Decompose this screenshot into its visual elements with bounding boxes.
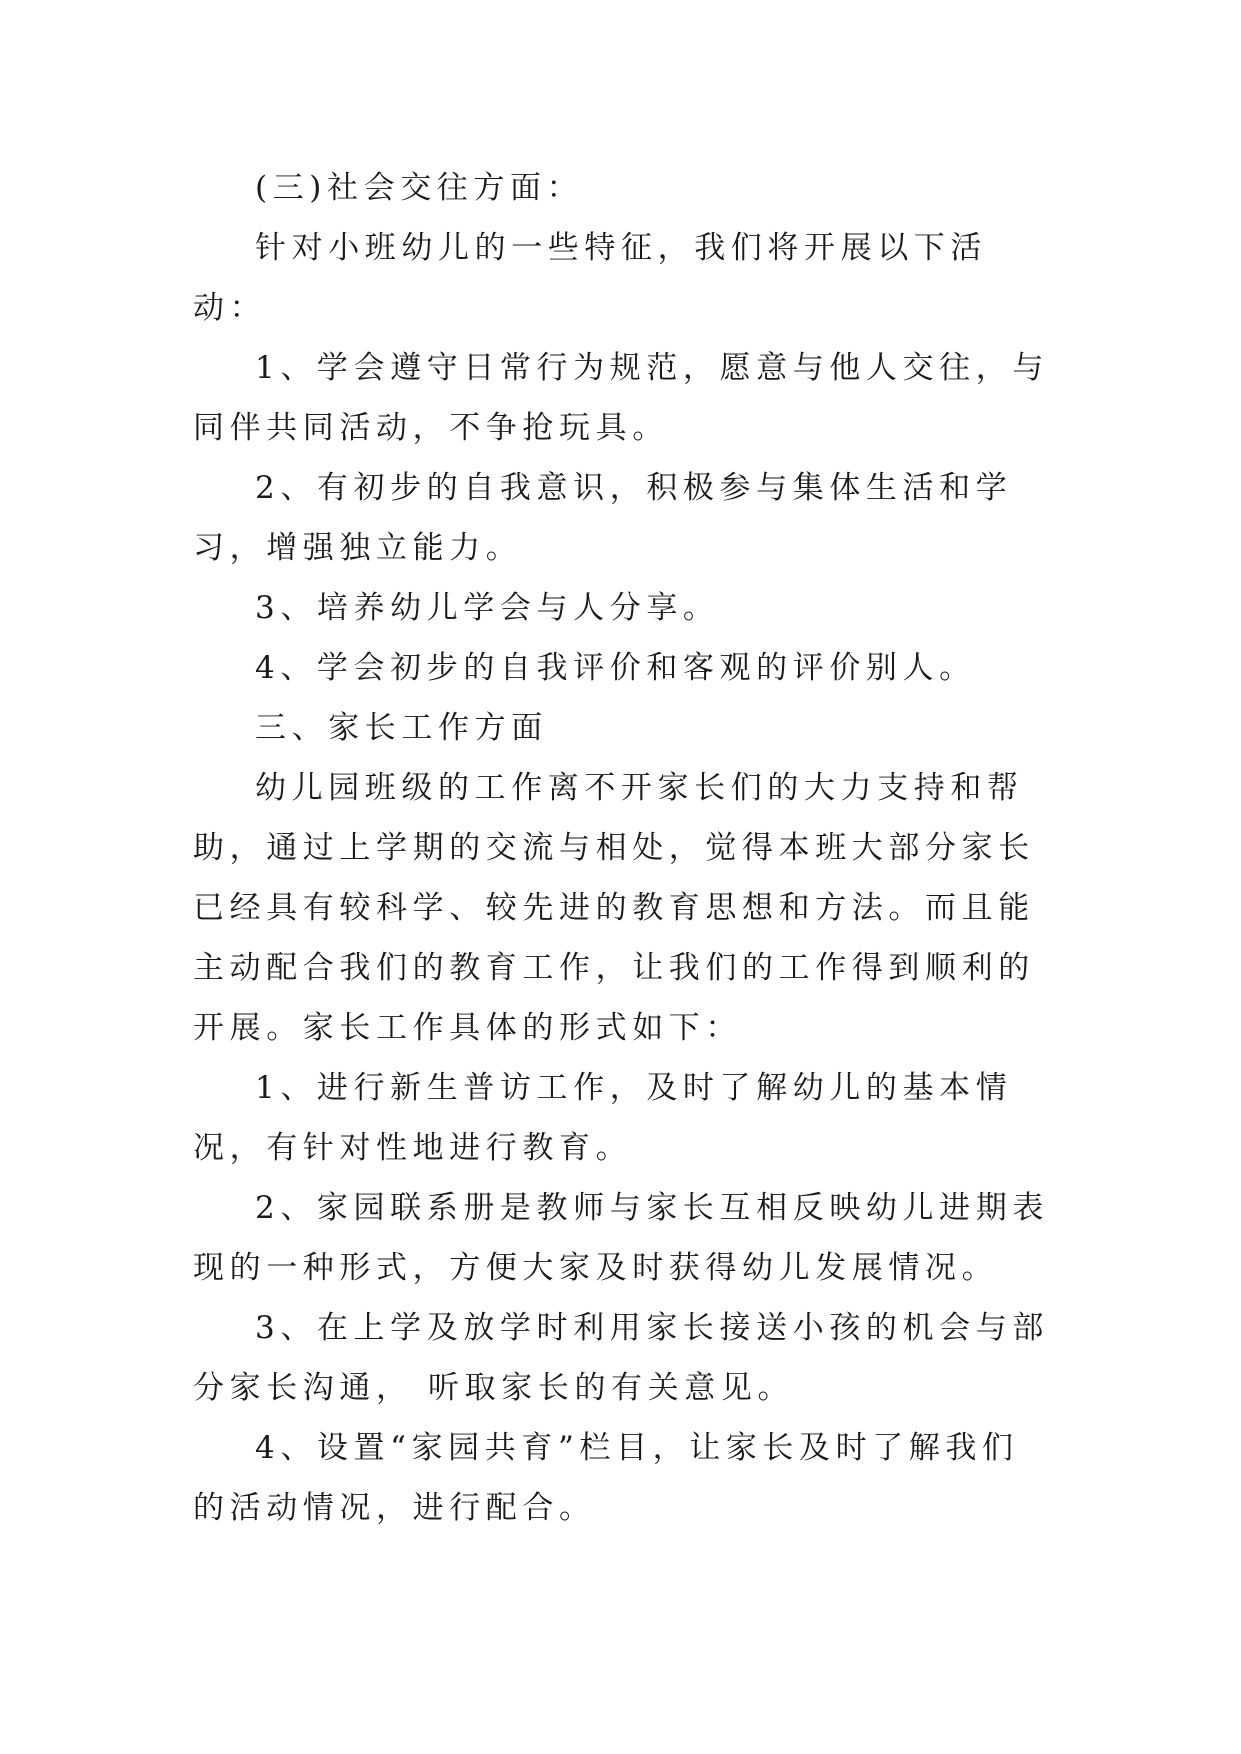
paragraph-parents-intro: 幼儿园班级的工作离不开家长们的大力支持和帮助，通过上学期的交流与相处，觉得本班大部分家长已经具有较科学、较先进的教育思想和方法。而且能主动配合我们的教育工作，让我们的工作得到顺利的开展。家长工作具体的形式如下： (193, 770, 1035, 1046)
list-item-social-2: 2、有初步的自我意识，积极参与集体生活和学习，增强独立能力。 (193, 470, 1013, 566)
paragraph-intro-activities: 针对小班幼儿的一些特征，我们将开展以下活动： (193, 230, 987, 326)
list-item-parents-1: 1、进行新生普访工作，及时了解幼儿的基本情况，有针对性地进行教育。 (193, 1070, 1013, 1166)
list-item-social-1: 1、学会遵守日常行为规范，愿意与他人交往，与同伴共同活动，不争抢玩具。 (193, 350, 1049, 446)
list-item-social-3: 3、培养幼儿学会与人分享。 (255, 590, 720, 626)
section-heading-social: (三)社会交往方面： (255, 170, 584, 206)
list-item-parents-2: 2、家园联系册是教师与家长互相反映幼儿进期表现的一种形式，方便大家及时获得幼儿发展情况。 (193, 1190, 1049, 1286)
document-page (193, 158, 1053, 1538)
list-item-parents-4: 4、设置“家园共育”栏目，让家长及时了解我们的活动情况，进行配合。 (193, 1430, 1019, 1526)
list-item-parents-3: 3、在上学及放学时利用家长接送小孩的机会与部分家长沟通， 听取家长的有关意见。 (193, 1310, 1049, 1406)
list-item-social-4: 4、学会初步的自我评价和客观的评价别人。 (255, 650, 976, 686)
section-heading-parents: 三、家长工作方面 (255, 710, 548, 746)
